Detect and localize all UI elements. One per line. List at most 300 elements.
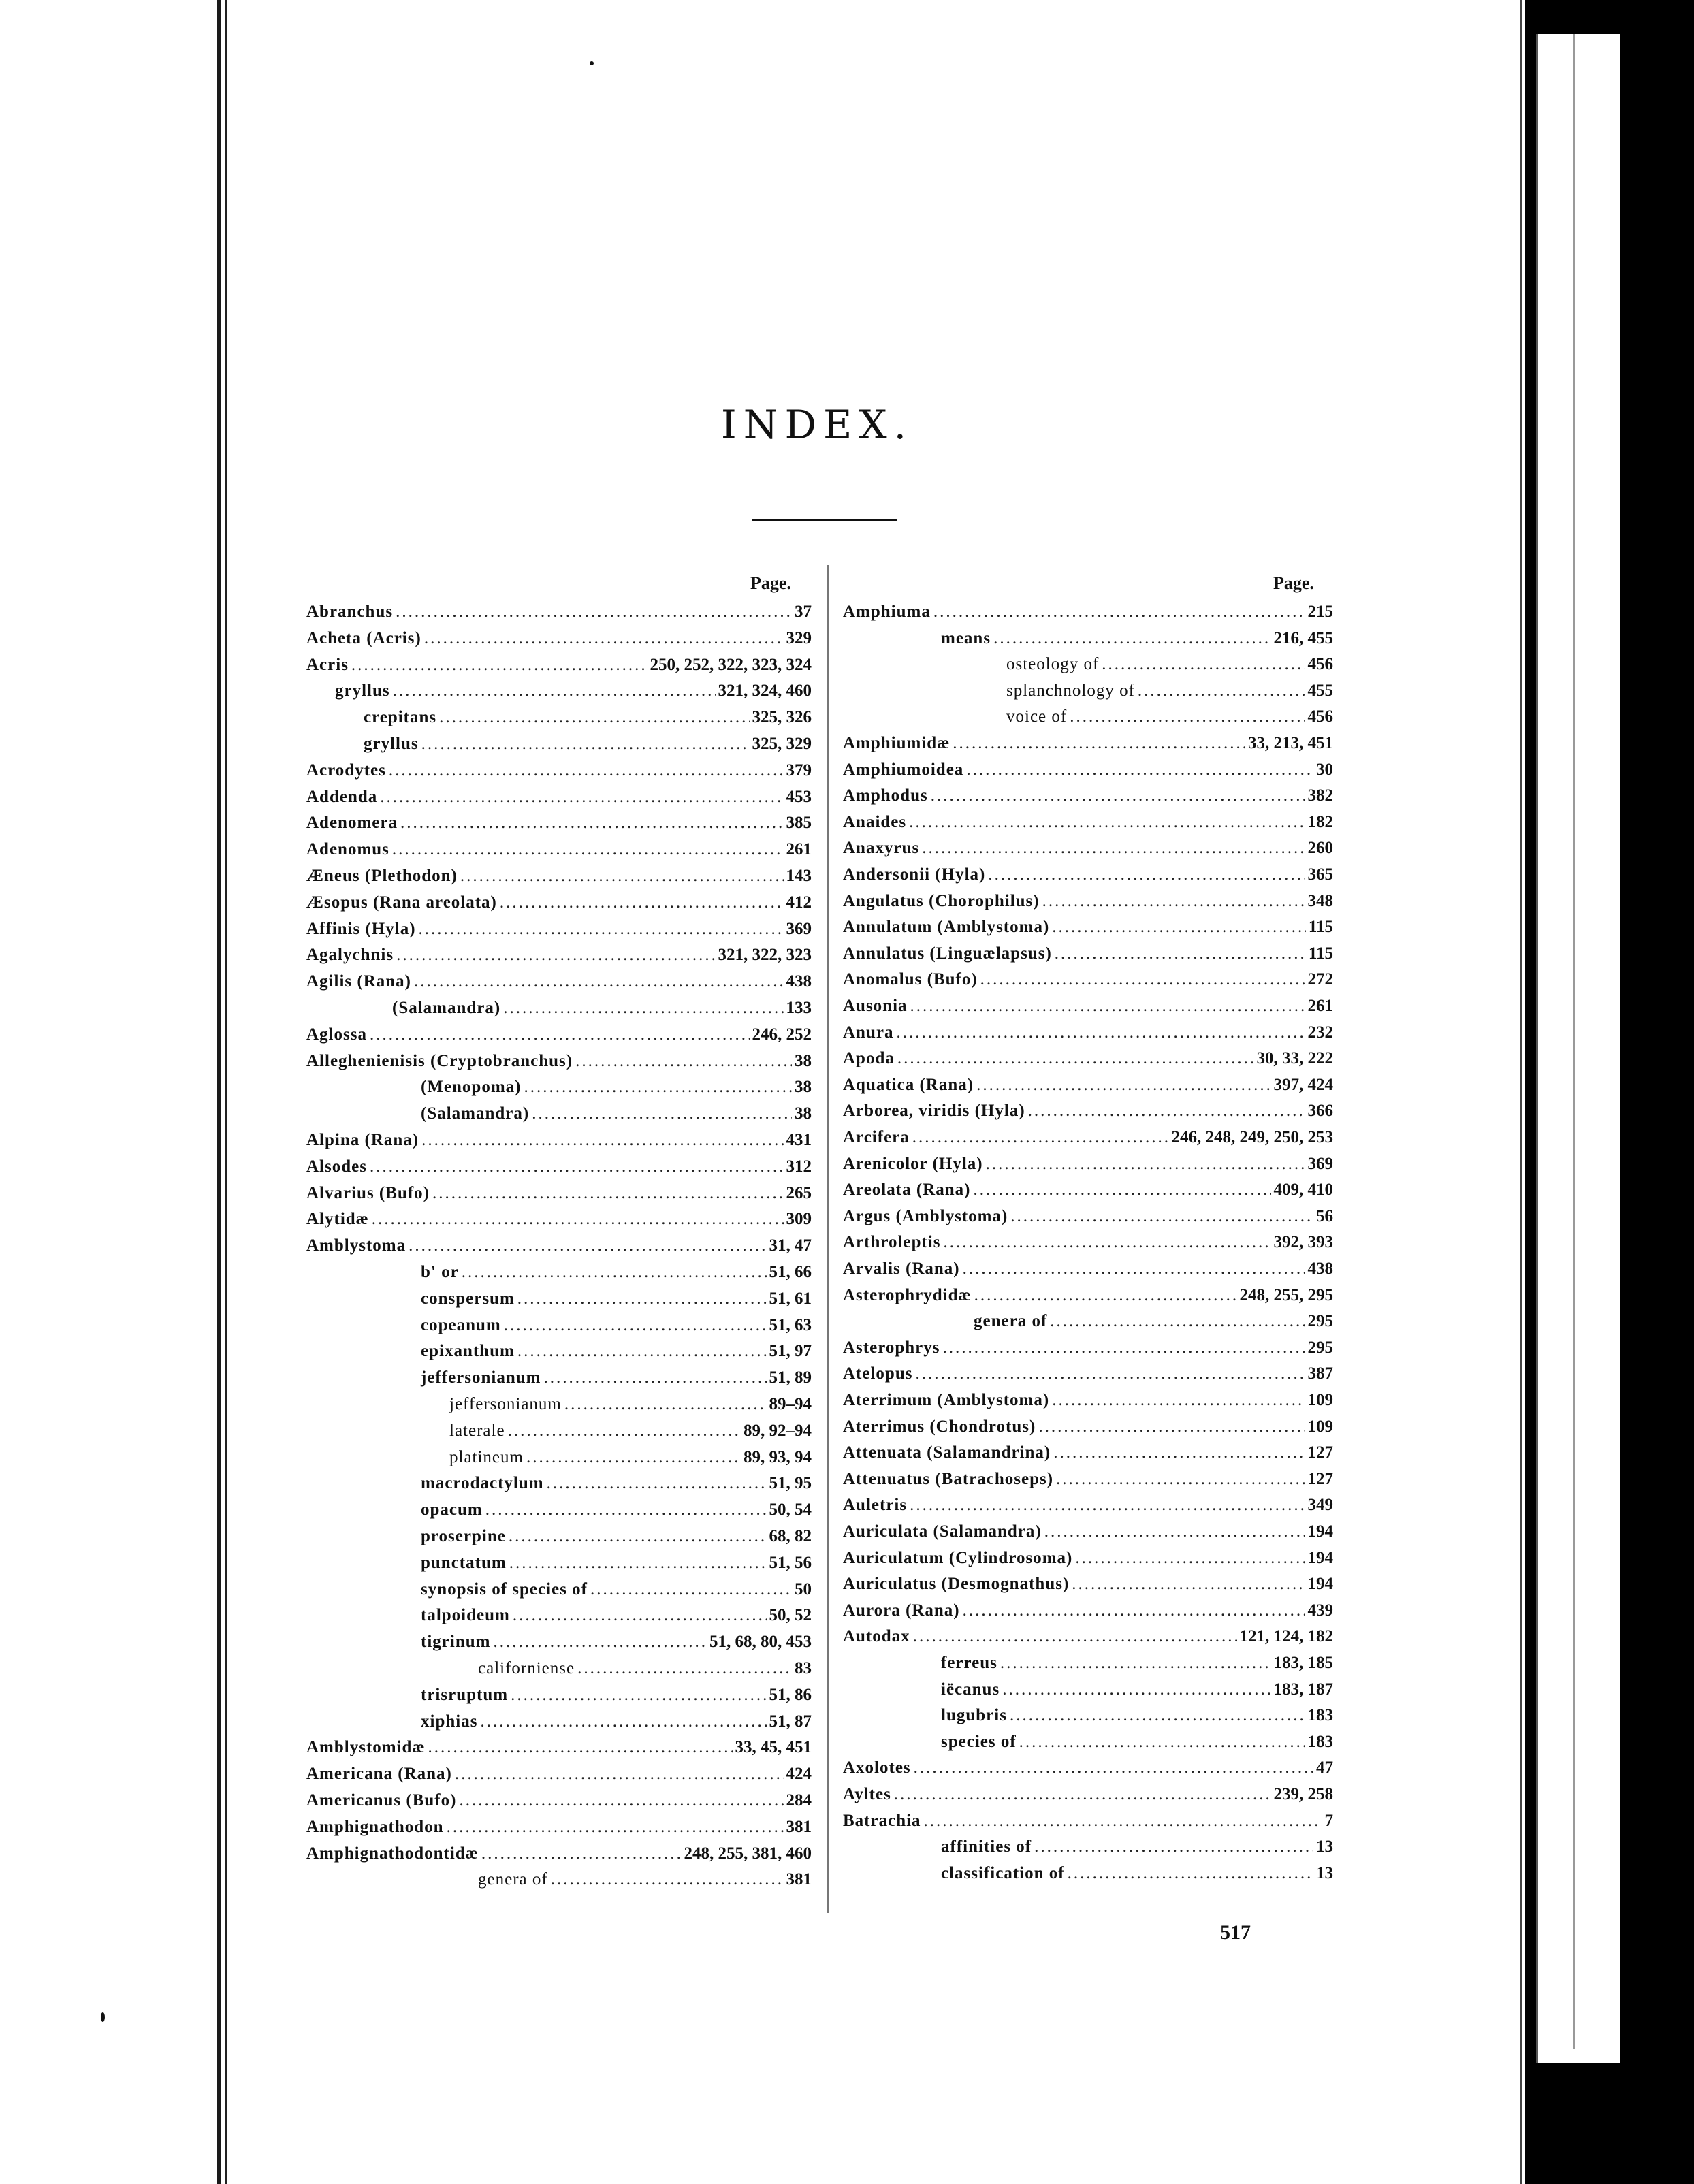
page-references: 127 bbox=[1307, 1443, 1333, 1462]
page-references: 51, 68, 80, 453 bbox=[709, 1633, 812, 1652]
index-term: Auriculatum (Cylindrosoma) bbox=[843, 1548, 1073, 1567]
page-references: 250, 252, 322, 323, 324 bbox=[650, 655, 812, 674]
index-entry bbox=[843, 1782, 1333, 1808]
index-entry bbox=[306, 1154, 812, 1180]
page-references: 51, 95 bbox=[769, 1474, 812, 1493]
index-term: Amblystomidæ bbox=[306, 1738, 426, 1757]
leader-dots bbox=[910, 993, 1305, 1019]
leader-dots bbox=[481, 1841, 682, 1867]
page-title: INDEX. bbox=[720, 402, 914, 448]
index-entry bbox=[843, 1466, 1333, 1492]
leader-dots bbox=[993, 626, 1270, 652]
leader-dots bbox=[432, 1181, 784, 1206]
page-references: 232 bbox=[1307, 1023, 1333, 1042]
leader-dots bbox=[424, 626, 784, 652]
index-entry bbox=[843, 1256, 1333, 1282]
index-entry bbox=[843, 835, 1333, 861]
index-term: Alvarius (Bufo) bbox=[306, 1183, 430, 1202]
page-references: 309 bbox=[786, 1210, 812, 1229]
index-term: jeffersonianum bbox=[449, 1395, 562, 1413]
index-term: Anura bbox=[843, 1023, 894, 1042]
page-references: 51, 56 bbox=[769, 1553, 812, 1572]
index-entry bbox=[843, 1283, 1333, 1308]
index-entry bbox=[306, 837, 812, 863]
leader-dots bbox=[396, 942, 715, 968]
index-entry bbox=[843, 1598, 1333, 1624]
index-term: lugubris bbox=[941, 1706, 1007, 1725]
leader-dots bbox=[1002, 1677, 1270, 1703]
page-references: 397, 424 bbox=[1273, 1075, 1333, 1094]
page-references: 246, 248, 249, 250, 253 bbox=[1171, 1128, 1333, 1146]
page-references: 438 bbox=[1307, 1259, 1333, 1278]
leader-dots bbox=[1068, 1861, 1313, 1886]
page-references: 321, 324, 460 bbox=[718, 681, 812, 701]
page-references: 424 bbox=[786, 1765, 812, 1784]
leader-dots bbox=[924, 1808, 1322, 1834]
leader-dots bbox=[509, 1524, 767, 1549]
page-references: 194 bbox=[1307, 1548, 1333, 1567]
index-term: Acris bbox=[306, 655, 349, 674]
index-term: opacum bbox=[421, 1500, 483, 1520]
index-entry bbox=[843, 809, 1333, 835]
leader-dots bbox=[532, 1101, 792, 1127]
leader-dots bbox=[513, 1603, 767, 1628]
index-entry bbox=[306, 890, 812, 916]
page-references: 50, 52 bbox=[769, 1606, 812, 1625]
leader-dots bbox=[503, 995, 783, 1021]
index-entry bbox=[306, 784, 812, 810]
index-entry bbox=[843, 1492, 1333, 1518]
leader-dots bbox=[447, 1814, 784, 1840]
page-references: 439 bbox=[1307, 1601, 1333, 1620]
index-entry bbox=[941, 1703, 1333, 1729]
index-entry bbox=[843, 730, 1333, 756]
page-references: 127 bbox=[1307, 1469, 1333, 1488]
leader-dots bbox=[409, 1233, 766, 1259]
page-references: 381 bbox=[786, 1870, 812, 1889]
leader-dots bbox=[1050, 1308, 1305, 1334]
index-term: Andersonii (Hyla) bbox=[843, 865, 986, 884]
leader-dots bbox=[400, 810, 784, 836]
index-term: Adenomera bbox=[306, 814, 398, 833]
leader-dots bbox=[543, 1365, 766, 1391]
index-entry bbox=[306, 942, 812, 968]
index-entry bbox=[449, 1392, 812, 1417]
page-references: 248, 255, 381, 460 bbox=[684, 1844, 812, 1863]
index-entry bbox=[1006, 652, 1333, 677]
leader-dots bbox=[1075, 1545, 1305, 1571]
index-entry bbox=[843, 1808, 1333, 1834]
page-references: 51, 63 bbox=[769, 1315, 812, 1334]
leader-dots bbox=[551, 1867, 784, 1893]
page-references: 115 bbox=[1308, 918, 1333, 937]
index-entry bbox=[941, 1834, 1333, 1860]
leader-dots bbox=[517, 1338, 767, 1364]
index-entry bbox=[941, 1677, 1333, 1703]
index-entry bbox=[306, 863, 812, 889]
page-references: 453 bbox=[786, 787, 812, 806]
index-entry bbox=[306, 1127, 812, 1153]
page-references: 89, 93, 94 bbox=[744, 1447, 812, 1466]
index-term: Amphignathodontidæ bbox=[306, 1844, 479, 1863]
index-entry bbox=[306, 916, 812, 942]
page-number: 517 bbox=[1220, 1921, 1251, 1944]
index-entry bbox=[843, 914, 1333, 940]
index-term: Attenuatus (Batrachoseps) bbox=[843, 1469, 1054, 1488]
binding-edge bbox=[217, 0, 221, 2184]
page-references: 261 bbox=[1307, 997, 1333, 1015]
leader-dots bbox=[931, 783, 1305, 809]
page-references: 239, 258 bbox=[1273, 1785, 1333, 1803]
page-references: 183, 187 bbox=[1273, 1680, 1333, 1699]
index-term: laterale bbox=[449, 1421, 505, 1440]
leader-dots bbox=[462, 1259, 767, 1285]
index-entry bbox=[306, 1841, 812, 1867]
page-references: 248, 255, 295 bbox=[1239, 1285, 1333, 1304]
page-fold-line bbox=[1573, 34, 1575, 2049]
page-references: 50 bbox=[795, 1579, 812, 1599]
index-entry bbox=[843, 1545, 1333, 1571]
leader-dots bbox=[500, 890, 784, 916]
index-term: iëcanus bbox=[941, 1680, 1000, 1699]
title-rule bbox=[752, 519, 897, 521]
index-entry bbox=[421, 1259, 812, 1285]
index-entry bbox=[421, 1709, 812, 1735]
leader-dots bbox=[942, 1335, 1305, 1361]
index-term: Aquatica (Rana) bbox=[843, 1075, 974, 1094]
index-entry bbox=[843, 757, 1333, 783]
page-references: 31, 47 bbox=[769, 1236, 812, 1255]
index-term: Acrodytes bbox=[306, 760, 386, 780]
page-references: 83 bbox=[795, 1659, 812, 1677]
page-references: 456 bbox=[1307, 655, 1333, 674]
leader-dots bbox=[1034, 1834, 1313, 1860]
leader-dots bbox=[943, 1230, 1270, 1255]
index-term: Agilis (Rana) bbox=[306, 972, 411, 991]
leader-dots bbox=[517, 1286, 767, 1312]
index-entry bbox=[843, 1519, 1333, 1545]
leader-dots bbox=[922, 835, 1305, 861]
index-entry bbox=[306, 969, 812, 995]
index-entry bbox=[306, 810, 812, 836]
page-references: 379 bbox=[786, 760, 812, 780]
page-references: 265 bbox=[786, 1183, 812, 1202]
index-term: punctatum bbox=[421, 1553, 507, 1572]
index-entry bbox=[306, 1048, 812, 1074]
page-references: 272 bbox=[1307, 970, 1333, 989]
leader-dots bbox=[575, 1048, 792, 1074]
right-column-header: Page. bbox=[1273, 573, 1314, 593]
index-entry bbox=[306, 1814, 812, 1840]
leader-dots bbox=[896, 1020, 1305, 1046]
index-term: Asterophrydidæ bbox=[843, 1285, 972, 1304]
index-term: Aterrimus (Chondrotus) bbox=[843, 1417, 1036, 1436]
page-references: 51, 66 bbox=[769, 1263, 812, 1281]
leader-dots bbox=[392, 837, 784, 863]
index-term: Auletris bbox=[843, 1496, 908, 1515]
page-references: 409, 410 bbox=[1273, 1181, 1333, 1200]
index-term: Attenuata (Salamandrina) bbox=[843, 1443, 1051, 1462]
page-references: 387 bbox=[1307, 1364, 1333, 1383]
index-term: Americanus (Bufo) bbox=[306, 1791, 457, 1810]
index-entry bbox=[843, 1387, 1333, 1413]
leader-dots bbox=[564, 1392, 767, 1417]
leader-dots bbox=[504, 1313, 767, 1338]
page-references: 115 bbox=[1308, 944, 1333, 963]
left-column-header: Page. bbox=[750, 573, 791, 593]
index-term: Affinis (Hyla) bbox=[306, 919, 416, 938]
index-term: californiense bbox=[478, 1659, 575, 1677]
leader-dots bbox=[1028, 1098, 1305, 1124]
leader-dots bbox=[459, 1788, 783, 1814]
page-references: 51, 89 bbox=[769, 1368, 812, 1387]
index-term: Angulatus (Chorophilus) bbox=[843, 891, 1040, 910]
index-term: Alytidæ bbox=[306, 1210, 369, 1229]
index-term: b' or bbox=[421, 1263, 459, 1281]
index-entry bbox=[306, 1181, 812, 1206]
leader-dots bbox=[1053, 1440, 1305, 1466]
leader-dots bbox=[976, 1072, 1270, 1098]
index-term: Aurora (Rana) bbox=[843, 1601, 960, 1620]
index-term: Argus (Amblystoma) bbox=[843, 1206, 1008, 1225]
index-entry bbox=[421, 1338, 812, 1364]
leader-dots bbox=[912, 1125, 1169, 1151]
index-term: Axolotes bbox=[843, 1759, 911, 1778]
index-term: Arenicolor (Hyla) bbox=[843, 1154, 983, 1173]
leader-dots bbox=[1138, 678, 1305, 704]
leader-dots bbox=[973, 1177, 1270, 1203]
leader-dots bbox=[988, 862, 1305, 888]
leader-dots bbox=[1070, 704, 1305, 730]
index-term: Alsodes bbox=[306, 1157, 367, 1176]
index-term: Americana (Rana) bbox=[306, 1765, 452, 1784]
index-entry bbox=[421, 1365, 812, 1391]
index-term: conspersum bbox=[421, 1289, 515, 1308]
index-entry bbox=[843, 1125, 1333, 1151]
leader-dots bbox=[1102, 652, 1305, 677]
leader-dots bbox=[547, 1471, 767, 1496]
index-term: genera of bbox=[478, 1870, 548, 1889]
index-entry bbox=[306, 1735, 812, 1761]
leader-dots bbox=[511, 1682, 766, 1708]
index-term: tigrinum bbox=[421, 1633, 491, 1652]
leader-dots bbox=[414, 969, 784, 995]
page-references: 89, 92–94 bbox=[744, 1421, 812, 1440]
leader-dots bbox=[914, 1755, 1313, 1781]
index-term: Batrachia bbox=[843, 1811, 921, 1830]
index-term: Anomalus (Bufo) bbox=[843, 970, 978, 989]
index-entry bbox=[941, 626, 1333, 652]
page-references: 381 bbox=[786, 1817, 812, 1836]
leader-dots bbox=[1010, 1703, 1305, 1729]
index-term: genera of bbox=[974, 1312, 1048, 1331]
index-entry bbox=[843, 1755, 1333, 1781]
leader-dots bbox=[1044, 1519, 1305, 1545]
leader-dots bbox=[460, 863, 784, 889]
page-references: 438 bbox=[786, 972, 812, 991]
index-term: Aglossa bbox=[306, 1025, 367, 1044]
index-term: Ayltes bbox=[843, 1785, 891, 1803]
index-entry bbox=[843, 888, 1333, 914]
page-references: 329 bbox=[786, 628, 812, 647]
page-references: 182 bbox=[1307, 812, 1333, 831]
index-entry bbox=[843, 1020, 1333, 1046]
index-entry bbox=[843, 993, 1333, 1019]
index-term: (Salamandra) bbox=[392, 999, 501, 1017]
page-references: 109 bbox=[1307, 1391, 1333, 1409]
leader-dots bbox=[980, 967, 1305, 993]
index-term: Arcifera bbox=[843, 1128, 910, 1146]
index-entry bbox=[421, 1471, 812, 1496]
next-page-edge bbox=[1536, 34, 1620, 2063]
page-references: 261 bbox=[786, 840, 812, 859]
index-term: ferreus bbox=[941, 1654, 997, 1672]
index-term: Autodax bbox=[843, 1627, 910, 1646]
leader-dots bbox=[1019, 1729, 1305, 1755]
page-references: 325, 329 bbox=[752, 735, 812, 753]
index-term: Abranchus bbox=[306, 603, 394, 621]
index-term: Acheta (Acris) bbox=[306, 628, 421, 647]
leader-dots bbox=[963, 1256, 1305, 1282]
page-references: 13 bbox=[1316, 1863, 1333, 1882]
index-term: synopsis of species of bbox=[421, 1579, 588, 1599]
leader-dots bbox=[913, 1624, 1237, 1650]
index-entry bbox=[941, 1729, 1333, 1755]
index-entry bbox=[421, 1682, 812, 1708]
leader-dots bbox=[439, 705, 749, 730]
index-term: Amphignathodon bbox=[306, 1817, 444, 1836]
index-term: Aterrimum (Amblystoma) bbox=[843, 1391, 1050, 1409]
index-term: proserpine bbox=[421, 1527, 506, 1545]
leader-dots bbox=[380, 784, 783, 810]
leader-dots bbox=[526, 1445, 741, 1471]
leader-dots bbox=[389, 758, 784, 784]
index-term: Anaxyrus bbox=[843, 839, 920, 858]
page-references: 133 bbox=[786, 999, 812, 1017]
index-entry bbox=[843, 599, 1333, 625]
index-entry bbox=[843, 1177, 1333, 1203]
index-term: Asterophrys bbox=[843, 1338, 940, 1357]
index-entry bbox=[843, 1414, 1333, 1440]
index-entry bbox=[843, 1151, 1333, 1177]
page-references: 365 bbox=[1307, 865, 1333, 884]
page-references: 312 bbox=[786, 1157, 812, 1176]
index-term: gryllus bbox=[364, 735, 419, 753]
page-references: 392, 393 bbox=[1273, 1233, 1333, 1252]
index-entry bbox=[843, 1072, 1333, 1098]
index-entry bbox=[941, 1861, 1333, 1886]
leader-dots bbox=[1000, 1650, 1271, 1676]
page-references: 33, 45, 451 bbox=[735, 1738, 812, 1757]
index-entry bbox=[421, 1629, 812, 1655]
index-term: Amphodus bbox=[843, 786, 928, 805]
index-entry bbox=[421, 1524, 812, 1549]
index-entry bbox=[306, 1761, 812, 1787]
scan-speck bbox=[590, 61, 594, 65]
index-entry bbox=[421, 1286, 812, 1312]
index-term: splanchnology of bbox=[1006, 681, 1135, 700]
index-term: Alpina (Rana) bbox=[306, 1131, 419, 1149]
index-entry bbox=[1006, 678, 1333, 704]
index-term: Amblystoma bbox=[306, 1236, 406, 1255]
page-references: 7 bbox=[1324, 1811, 1333, 1830]
page-references: 30 bbox=[1316, 760, 1333, 779]
index-entry bbox=[364, 705, 812, 730]
leader-dots bbox=[974, 1283, 1237, 1308]
index-term: Anaides bbox=[843, 812, 907, 831]
page-references: 295 bbox=[1307, 1312, 1333, 1331]
index-entry bbox=[843, 1361, 1333, 1387]
leader-dots bbox=[910, 1492, 1305, 1518]
index-term: Atelopus bbox=[843, 1364, 913, 1383]
page-references: 369 bbox=[786, 919, 812, 938]
leader-dots bbox=[1010, 1204, 1313, 1230]
index-term: Addenda bbox=[306, 787, 378, 806]
index-entry bbox=[941, 1650, 1333, 1676]
index-term: platineum bbox=[449, 1447, 524, 1466]
leader-dots bbox=[493, 1629, 707, 1655]
page-references: 56 bbox=[1316, 1206, 1333, 1225]
index-entry bbox=[843, 1440, 1333, 1466]
index-term: copeanum bbox=[421, 1315, 501, 1334]
index-term: Ausonia bbox=[843, 997, 908, 1015]
page-references: 216, 455 bbox=[1273, 628, 1333, 647]
scan-speck bbox=[101, 2012, 105, 2022]
leader-dots bbox=[421, 1127, 783, 1153]
leader-dots bbox=[393, 678, 716, 704]
page-references: 284 bbox=[786, 1791, 812, 1810]
leader-dots bbox=[953, 730, 1245, 756]
page-references: 38 bbox=[795, 1104, 812, 1123]
index-entry bbox=[421, 1497, 812, 1523]
page-references: 456 bbox=[1307, 707, 1333, 726]
page-references: 109 bbox=[1307, 1417, 1333, 1436]
page-references: 47 bbox=[1316, 1759, 1333, 1778]
index-term: Arborea, viridis (Hyla) bbox=[843, 1102, 1025, 1121]
left-page-margin bbox=[0, 0, 218, 2184]
index-entry bbox=[421, 1101, 812, 1127]
index-term: Agalychnis bbox=[306, 946, 394, 965]
index-entry bbox=[306, 626, 812, 652]
index-entry bbox=[843, 941, 1333, 967]
page-references: 183 bbox=[1307, 1706, 1333, 1725]
index-term: crepitans bbox=[364, 708, 437, 727]
page-references: 194 bbox=[1307, 1522, 1333, 1541]
index-entry bbox=[843, 783, 1333, 809]
index-term: Annulatum (Amblystoma) bbox=[843, 918, 1050, 937]
index-entry bbox=[843, 967, 1333, 993]
leader-dots bbox=[485, 1497, 767, 1523]
index-term: jeffersonianum bbox=[421, 1368, 541, 1387]
leader-dots bbox=[524, 1074, 792, 1100]
page-references: 51, 97 bbox=[769, 1342, 812, 1361]
index-entry bbox=[449, 1418, 812, 1444]
index-entry bbox=[478, 1656, 812, 1682]
index-term: voice of bbox=[1006, 707, 1068, 726]
page-references: 13 bbox=[1316, 1837, 1333, 1857]
index-entry bbox=[843, 1046, 1333, 1072]
index-term: Æneus (Plethodon) bbox=[306, 867, 458, 885]
leader-dots bbox=[894, 1782, 1271, 1808]
index-term: Auriculatus (Desmognathus) bbox=[843, 1575, 1070, 1594]
index-entry bbox=[421, 1074, 812, 1100]
index-entry bbox=[843, 862, 1333, 888]
index-term: Amphiuma bbox=[843, 603, 931, 621]
page-references: 321, 322, 323 bbox=[718, 946, 812, 965]
index-term: classification of bbox=[941, 1863, 1065, 1882]
index-term: osteology of bbox=[1006, 655, 1100, 674]
leader-dots bbox=[963, 1598, 1305, 1624]
